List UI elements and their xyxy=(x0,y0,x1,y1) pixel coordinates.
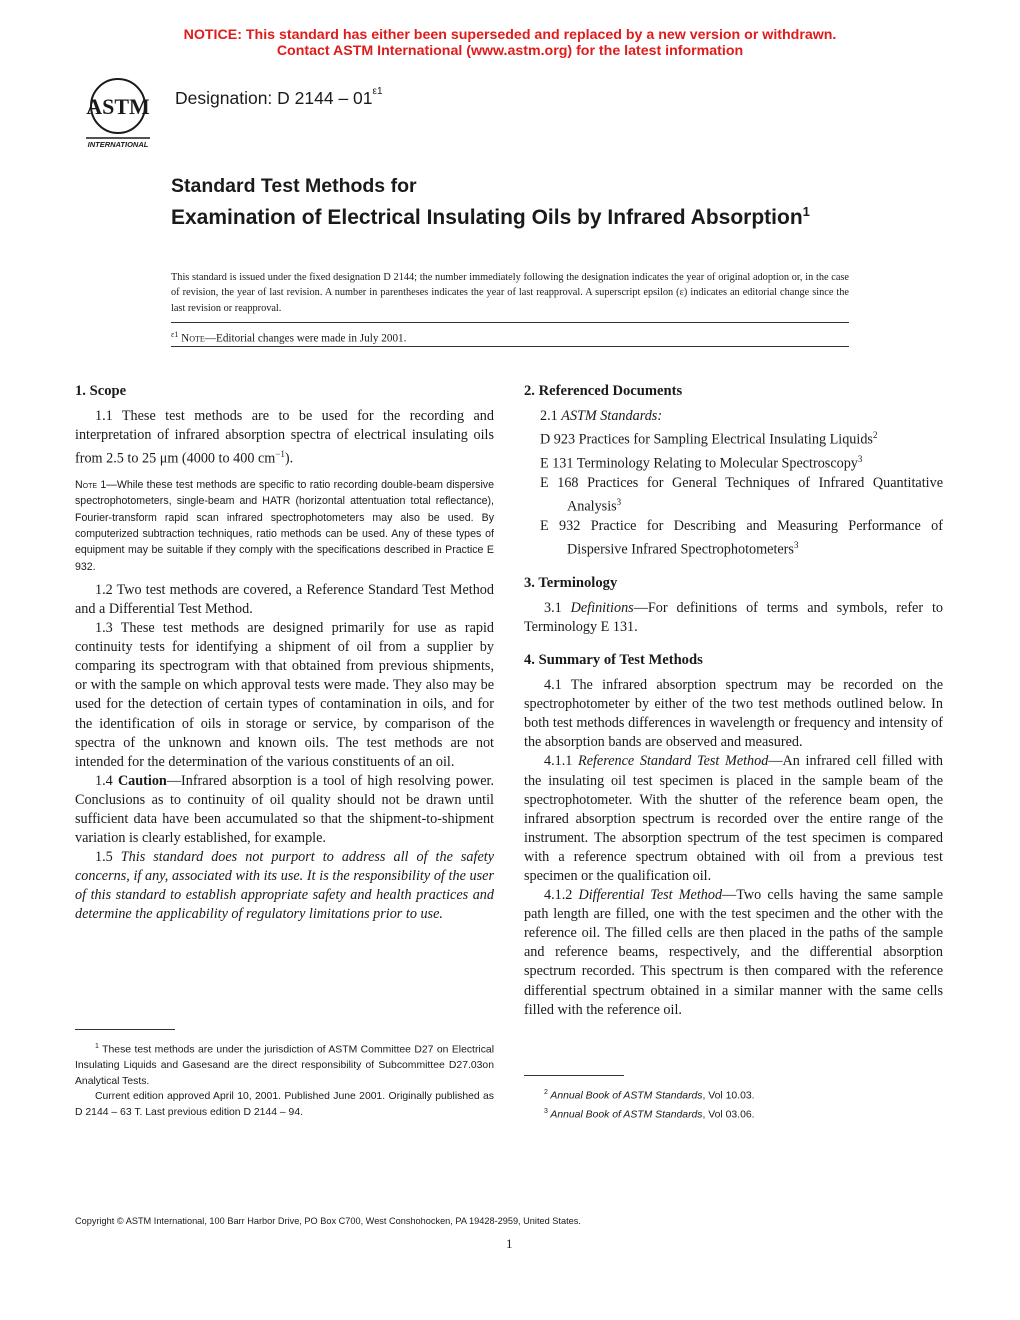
para-3-1-num: 3.1 xyxy=(544,599,571,616)
editorial-note-label: Note xyxy=(181,332,205,345)
ref-e932 xyxy=(540,517,943,560)
caution-label: Caution xyxy=(117,772,167,789)
footnote-3-italic: Annual Book of ASTM Standards xyxy=(547,1109,703,1121)
designation-year: – 01 xyxy=(333,88,373,108)
footnote-1-b: Current edition approved April 10, 2001. Published June 2001. Originally published as D 2144 – 63 T. Last previous edition D 2144 – 94. xyxy=(75,1091,494,1118)
editorial-note-text: —Editorial changes were made in July 2001. xyxy=(204,332,407,345)
para-1-5-num: 1.5 xyxy=(95,849,121,866)
para-3-1 xyxy=(524,599,943,637)
astm-logo xyxy=(76,76,160,152)
left-column xyxy=(75,382,494,925)
footnote-divider-right xyxy=(524,1075,624,1076)
editorial-note xyxy=(171,330,406,345)
ref-sup: 3 xyxy=(616,496,622,507)
ref-sup: 2 xyxy=(872,430,878,441)
designation xyxy=(175,88,383,109)
para-1-5-text: This standard does not purport to address all of the safety concerns, if any, associated with its use. It is the responsibility of the user of this standard to establish appropriate safety and health practices and determine the applicability of regulatory limitations prior to use. xyxy=(75,849,494,923)
footnotes-left xyxy=(75,1039,494,1120)
para-2-1 xyxy=(524,407,943,426)
editorial-note-mark: ε1 xyxy=(171,330,179,339)
footnote-3 xyxy=(524,1104,943,1123)
page-number: 1 xyxy=(506,1236,513,1251)
note-1-label: Note xyxy=(75,479,98,492)
designation-label: Designation: D 2144 xyxy=(175,88,334,108)
footnotes-right xyxy=(524,1085,943,1123)
astm-logo-icon xyxy=(76,76,160,152)
para-4-1-2-num: 4.1.2 xyxy=(544,887,579,904)
ref-text: E 168 Practices for General Techniques of Infrared Quantitative Analysis xyxy=(540,474,943,515)
right-column xyxy=(524,382,943,1020)
notice-line-2: Contact ASTM International (www.astm.org) for the latest information xyxy=(276,43,744,59)
footnote-3-mark: 3 xyxy=(544,1108,548,1116)
reference-method-label: Reference Standard Test Method xyxy=(578,753,769,770)
logo-text: ASTM xyxy=(86,94,150,119)
footnote-2 xyxy=(524,1085,943,1104)
para-2-1-text: ASTM Standards: xyxy=(561,408,663,425)
footnote-2-italic: Annual Book of ASTM Standards xyxy=(547,1090,703,1102)
ref-e131 xyxy=(540,450,943,474)
para-4-1-1 xyxy=(524,752,943,886)
divider-bottom xyxy=(171,346,849,347)
footnote-1-text: These test methods are under the jurisdiction of ASTM Committee D27 on Electrical Insulating Liquids and Gasesand are the direct responsibility of Subcommittee D27.03on Analytical Tests. xyxy=(75,1044,494,1087)
differential-method-label: Differential Test Method xyxy=(578,887,723,904)
scope-heading: 1. Scope xyxy=(75,383,127,399)
para-4-1: 4.1 The infrared absorption spectrum may be recorded on the spectrophotometer by either of the two test methods outlined below. In both test methods differences in wavelength or frequency and intensity of the absorption bands are observed and measured. xyxy=(524,677,943,751)
para-1-1-sup: −1 xyxy=(275,449,285,460)
para-1-1-end: ). xyxy=(284,451,294,468)
copyright-line: Copyright © ASTM International, 100 Barr Harbor Drive, PO Box C700, West Conshohocken, PA 19428-2959, United States. xyxy=(75,1216,581,1226)
terminology-heading: 3. Terminology xyxy=(524,574,618,591)
title-line-2: Examination of Electrical Insulating Oils by Infrared Absorption xyxy=(171,206,803,229)
para-1-4-num: 1.4 xyxy=(95,772,118,789)
footnote-2-mark: 2 xyxy=(544,1089,548,1096)
footnote-1-mark: 1 xyxy=(95,1043,99,1050)
ref-sup: 3 xyxy=(857,454,863,465)
note-1-text: 1—While these test methods are specific to ratio recording double-beam dispersive spectrophotometers, single-beam and HATR (horizontal attentuation total reflectance), Fourier-transform rapid scan infrared spectrophotometers may also be used. By computerized subtraction techniques, ratio methods can be used. Any of these types of equipment may be suitable if they comply with the specifications described in Practice E 932. xyxy=(75,479,494,573)
ref-text: E 131 Terminology Relating to Molecular Spectroscopy xyxy=(540,455,858,472)
notice-line-1: NOTICE: This standard has either been superseded and replaced by a new version or withdrawn. xyxy=(183,27,837,43)
definitions-label: Definitions xyxy=(570,599,634,616)
para-1-1 xyxy=(75,407,494,469)
ref-sup: 3 xyxy=(793,539,799,550)
note-1 xyxy=(75,477,494,575)
para-1-4-text: —Infrared absorption is a tool of high resolving power. Conclusions as to continuity of oil quality should not be drawn until sufficient data have been accumulated so that the shipment-to-shipment variation is clearly established, for example. xyxy=(75,772,495,847)
ref-text: D 923 Practices for Sampling Electrical Insulating Liquids xyxy=(540,431,873,448)
para-1-4 xyxy=(75,772,494,848)
ref-text: E 932 Practice for Describing and Measuring Performance of Dispersive Infrared Spectrophotometers xyxy=(540,517,943,558)
designation-epsilon: ε1 xyxy=(372,86,383,98)
para-1-3: 1.3 These test methods are designed primarily for use as rapid continuity tests for identifying a shipment of oil from a supplier by comparing its spectrogram with that obtained from previous shipments, or with the sample on which approval tests were made. They also may be used for the detection of certain types of contamination in oils, and for the identification of oils in storage or service, by comparison of the spectra of the unknown and known oils. The test methods are not intended for the determination of the various constituents of an oil. xyxy=(75,620,494,770)
para-1-2: 1.2 Two test methods are covered, a Reference Standard Test Method and a Differential Test Method. xyxy=(75,581,494,617)
para-4-1-2-text: —Two cells having the same sample path length are filled, one with the test specimen and the other with the reference oil. The filled cells are then placed in the paths of the sample and reference beams, respectively, and the differential absorption spectrum recorded. This spectrum is then compared with the reference differential spectrum obtained in a similar manner with the same cells filled with the reference oil. xyxy=(524,887,944,1018)
footnote-divider-left xyxy=(75,1029,175,1030)
footnote-1 xyxy=(75,1039,494,1089)
footnote-3-text: , Vol 03.06. xyxy=(702,1109,755,1121)
para-2-1-num: 2.1 xyxy=(540,408,562,425)
para-3-1-text: —For definitions of terms and symbols, refer to Terminology E 131. xyxy=(524,599,944,635)
logo-subtext: INTERNATIONAL xyxy=(87,140,149,149)
refdocs-heading: 2. Referenced Documents xyxy=(524,383,683,399)
para-4-1-2 xyxy=(524,886,943,1020)
para-1-1-text: 1.1 These test methods are to be used for the recording and interpretation of infrared absorption spectra of electrical insulating oils from 2.5 to 25 μm (4000 to 400 cm xyxy=(75,408,494,468)
para-4-1-1-num: 4.1.1 xyxy=(544,753,579,770)
issued-statement: This standard is issued under the fixed designation D 2144; the number immediately following the designation indicates the year of original adoption or, in the case of revision, the year of last revision. A number in parentheses indicates the year of last reapproval. A superscript epsilon (ε) indicates an editorial change since the last revision or reapproval. xyxy=(171,272,849,314)
title-line-1: Standard Test Methods for xyxy=(171,175,417,197)
ref-d923 xyxy=(540,426,943,450)
title-footnote-mark: 1 xyxy=(802,204,810,219)
divider-top xyxy=(171,322,849,323)
reference-list xyxy=(524,426,943,560)
para-4-1-1-text: —An infrared cell filled with the insulating oil test specimen is placed in the sample beam of the spectrophotometer. With the shutter of the reference beam open, the infrared absorption spectrum is recorded over the entire range of the instrument. The absorption spectrum of the test specimen is compared with a reference spectrum obtained with oil from a previous test specimen or the qualification oil. xyxy=(524,753,943,884)
title-main xyxy=(171,199,811,230)
ref-e168 xyxy=(540,474,943,517)
summary-heading: 4. Summary of Test Methods xyxy=(524,651,703,668)
footnote-2-text: , Vol 10.03. xyxy=(702,1090,755,1102)
para-1-5 xyxy=(75,848,494,924)
